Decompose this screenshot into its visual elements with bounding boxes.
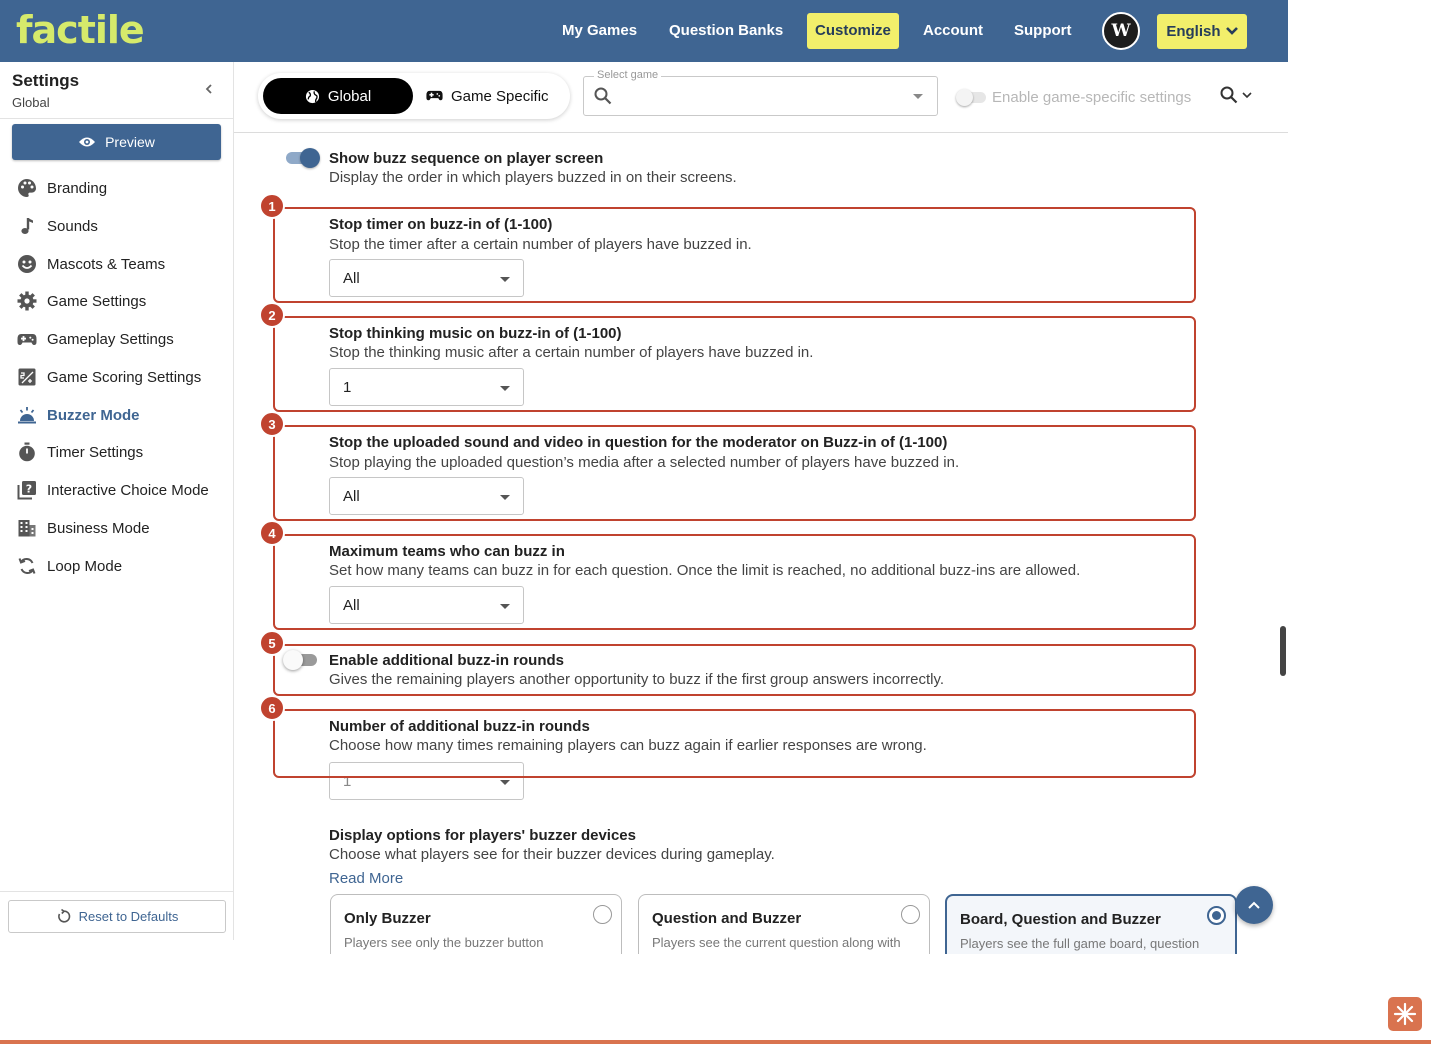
scroll-to-top-button[interactable]: [1235, 886, 1273, 924]
stopwatch-icon: [16, 442, 37, 463]
additional-rounds-toggle[interactable]: [287, 654, 317, 666]
card-desc: Players see the full game board, question: [960, 936, 1200, 951]
card-title: Question and Buzzer: [652, 910, 802, 927]
chat-widget-button[interactable]: [1388, 997, 1422, 1031]
sidebar-item-game-scoring-settings[interactable]: [16, 363, 201, 391]
sidebar-item-label: Buzzer Mode: [47, 406, 140, 424]
buzz-sequence-toggle[interactable]: [286, 152, 316, 164]
sidebar-item-label: Game Scoring Settings: [47, 368, 202, 386]
card-title: Board, Question and Buzzer: [960, 911, 1161, 928]
stop-media-title: Stop the uploaded sound and video in question for the moderator on Buzz-in of (1-100): [329, 434, 948, 451]
display-options-title: Display options for players' buzzer devices: [329, 827, 636, 844]
building-icon: [16, 518, 37, 539]
palette-icon: [16, 178, 37, 199]
sidebar-item-game-settings[interactable]: [16, 287, 146, 315]
display-option-question-buzzer[interactable]: [638, 894, 930, 954]
stop-timer-select[interactable]: [329, 259, 524, 297]
content-scrollbar[interactable]: [1280, 626, 1286, 676]
sidebar-footer-divider: [0, 891, 233, 892]
sidebar-item-label: Game Settings: [47, 292, 147, 310]
nav-account[interactable]: Account: [923, 22, 983, 39]
annotation-badge-2: 2: [259, 302, 285, 328]
sidebar-item-label: Timer Settings: [47, 443, 144, 461]
buzz-sequence-desc: Display the order in which players buzzed in on their screens.: [329, 169, 737, 186]
settings-search-button[interactable]: [1220, 86, 1252, 104]
eye-icon: [78, 136, 96, 148]
sidebar-item-mascots-teams[interactable]: [16, 250, 165, 278]
top-nav-bar: [0, 0, 1288, 62]
sidebar-item-label: Interactive Choice Mode: [47, 481, 209, 499]
card-desc: Players see only the buzzer button: [344, 935, 544, 950]
stop-media-select[interactable]: [329, 477, 524, 515]
nav-question-banks[interactable]: Question Banks: [669, 22, 784, 39]
max-teams-select[interactable]: [329, 586, 524, 624]
factile-logo[interactable]: factile: [16, 8, 144, 52]
additional-rounds-title: Enable additional buzz-in rounds: [329, 652, 564, 669]
sidebar-item-label: Loop Mode: [47, 557, 123, 575]
sidebar-divider: [0, 118, 233, 119]
select-game-dropdown[interactable]: [583, 69, 938, 116]
sidebar-item-sounds[interactable]: [16, 212, 98, 240]
scope-segmented-control: [258, 73, 570, 119]
stop-music-desc: Stop the thinking music after a certain number of players have buzzed in.: [329, 344, 814, 361]
gamepad-icon: [16, 329, 37, 350]
scoreboard-icon: [16, 367, 37, 388]
language-dropdown[interactable]: [1157, 14, 1247, 49]
tab-global-label: Global: [327, 87, 372, 105]
gear-icon: [16, 291, 37, 312]
display-option-board-question-buzzer[interactable]: [945, 894, 1237, 954]
toggle-knob: [300, 148, 320, 168]
additional-rounds-desc: Gives the remaining players another opportunity to buzz if the first group answers incorrectly.: [329, 671, 945, 688]
sidebar-item-gameplay-settings[interactable]: [16, 325, 174, 353]
max-teams-value: All: [343, 597, 360, 614]
reset-label: Reset to Defaults: [78, 909, 179, 924]
stop-timer-value: All: [343, 270, 360, 287]
buzzer-icon: [16, 405, 37, 426]
sidebar-item-timer-settings[interactable]: [16, 438, 143, 466]
reset-to-defaults-button[interactable]: [8, 900, 226, 933]
gamepad-icon: [426, 89, 443, 103]
collapse-sidebar-icon[interactable]: [200, 80, 218, 98]
music-note-icon: [16, 216, 37, 237]
search-icon: [594, 87, 612, 105]
search-icon: [1220, 86, 1238, 104]
settings-toolbar: [234, 62, 1288, 133]
annotation-badge-4: 4: [259, 520, 285, 546]
stop-music-select[interactable]: [329, 368, 524, 406]
nav-support[interactable]: Support: [1014, 22, 1072, 39]
rounds-count-desc: Choose how many times remaining players can buzz again if earlier responses are wrong.: [329, 737, 927, 754]
chevron-down-icon: [500, 495, 510, 500]
tab-game-specific[interactable]: [420, 78, 570, 114]
tab-game-specific-label: Game Specific: [451, 87, 549, 105]
sidebar-item-business-mode[interactable]: [16, 514, 150, 542]
annotation-badge-5: 5: [259, 630, 285, 656]
max-teams-title: Maximum teams who can buzz in: [329, 543, 565, 560]
read-more-link[interactable]: Read More: [329, 870, 404, 887]
enable-game-specific-toggle[interactable]: [958, 92, 986, 103]
sidebar-title: Settings: [12, 71, 80, 90]
radio-button[interactable]: [1207, 906, 1226, 925]
rounds-count-title: Number of additional buzz-in rounds: [329, 718, 590, 735]
asterisk-icon: [1393, 1002, 1417, 1026]
sidebar-item-label: Sounds: [47, 217, 98, 235]
user-avatar[interactable]: W: [1102, 12, 1140, 50]
sidebar-item-branding[interactable]: [16, 174, 107, 202]
sidebar-item-label: Gameplay Settings: [47, 330, 174, 348]
reset-icon: [56, 909, 71, 924]
chevron-up-icon: [1247, 900, 1261, 910]
enable-game-specific-label: Enable game-specific settings: [992, 89, 1192, 106]
sidebar-item-loop-mode[interactable]: [16, 552, 122, 580]
chevron-down-icon: [500, 277, 510, 282]
display-cards-viewport: [234, 880, 1280, 951]
nav-customize[interactable]: Customize: [807, 13, 899, 49]
annotation-badge-1: 1: [259, 193, 285, 219]
stop-music-value: 1: [343, 379, 352, 396]
sidebar-item-interactive-choice-mode[interactable]: [16, 476, 209, 504]
svg-text:?: ?: [25, 482, 32, 496]
settings-sidebar: [0, 62, 234, 940]
quiz-icon: [16, 480, 37, 501]
preview-button[interactable]: [12, 124, 221, 160]
tab-global[interactable]: [263, 78, 413, 114]
bottom-accent-line: [0, 1040, 1431, 1044]
annotation-badge-3: 3: [259, 411, 285, 437]
card-desc: Players see the current question along with: [652, 935, 901, 950]
sidebar-item-buzzer-mode[interactable]: [16, 401, 140, 429]
stop-music-title: Stop thinking music on buzz-in of (1-100): [329, 325, 622, 342]
toggle-knob: [283, 650, 303, 670]
rounds-count-value: 1: [343, 773, 352, 790]
annotation-badge-6: 6: [259, 695, 285, 721]
select-game-label: Select game: [594, 69, 661, 81]
display-options-desc: Choose what players see for their buzzer devices during gameplay.: [329, 846, 775, 863]
preview-label: Preview: [105, 134, 155, 150]
sidebar-item-label: Mascots & Teams: [47, 255, 166, 273]
language-label: English: [1166, 23, 1221, 40]
chevron-down-icon: [913, 94, 923, 99]
stop-timer-title: Stop timer on buzz-in of (1-100): [329, 216, 553, 233]
chevron-down-icon: [500, 604, 510, 609]
loop-icon: [16, 556, 37, 577]
nav-my-games[interactable]: My Games: [562, 22, 638, 39]
stop-timer-desc: Stop the timer after a certain number of players have buzzed in.: [329, 236, 752, 253]
chevron-down-icon: [500, 780, 510, 785]
toggle-knob: [956, 89, 973, 106]
max-teams-desc: Set how many teams can buzz in for each question. Once the limit is reached, no additional buzz-ins are allowed.: [329, 562, 1081, 579]
chevron-down-icon: [1242, 91, 1252, 99]
smiley-icon: [16, 254, 37, 275]
card-title: Only Buzzer: [344, 910, 431, 927]
stop-media-value: All: [343, 488, 360, 505]
sidebar-item-label: Branding: [47, 179, 108, 197]
globe-icon: [305, 89, 320, 104]
chevron-down-icon: [1226, 26, 1238, 36]
buzz-sequence-title: Show buzz sequence on player screen: [329, 150, 604, 167]
radio-button[interactable]: [593, 905, 612, 924]
sidebar-subtitle: Global: [12, 95, 50, 110]
display-option-only-buzzer[interactable]: [330, 894, 622, 954]
chevron-down-icon: [500, 386, 510, 391]
sidebar-item-label: Business Mode: [47, 519, 150, 537]
radio-button[interactable]: [901, 905, 920, 924]
stop-media-desc: Stop playing the uploaded question’s media after a selected number of players have buzzed in.: [329, 454, 960, 471]
